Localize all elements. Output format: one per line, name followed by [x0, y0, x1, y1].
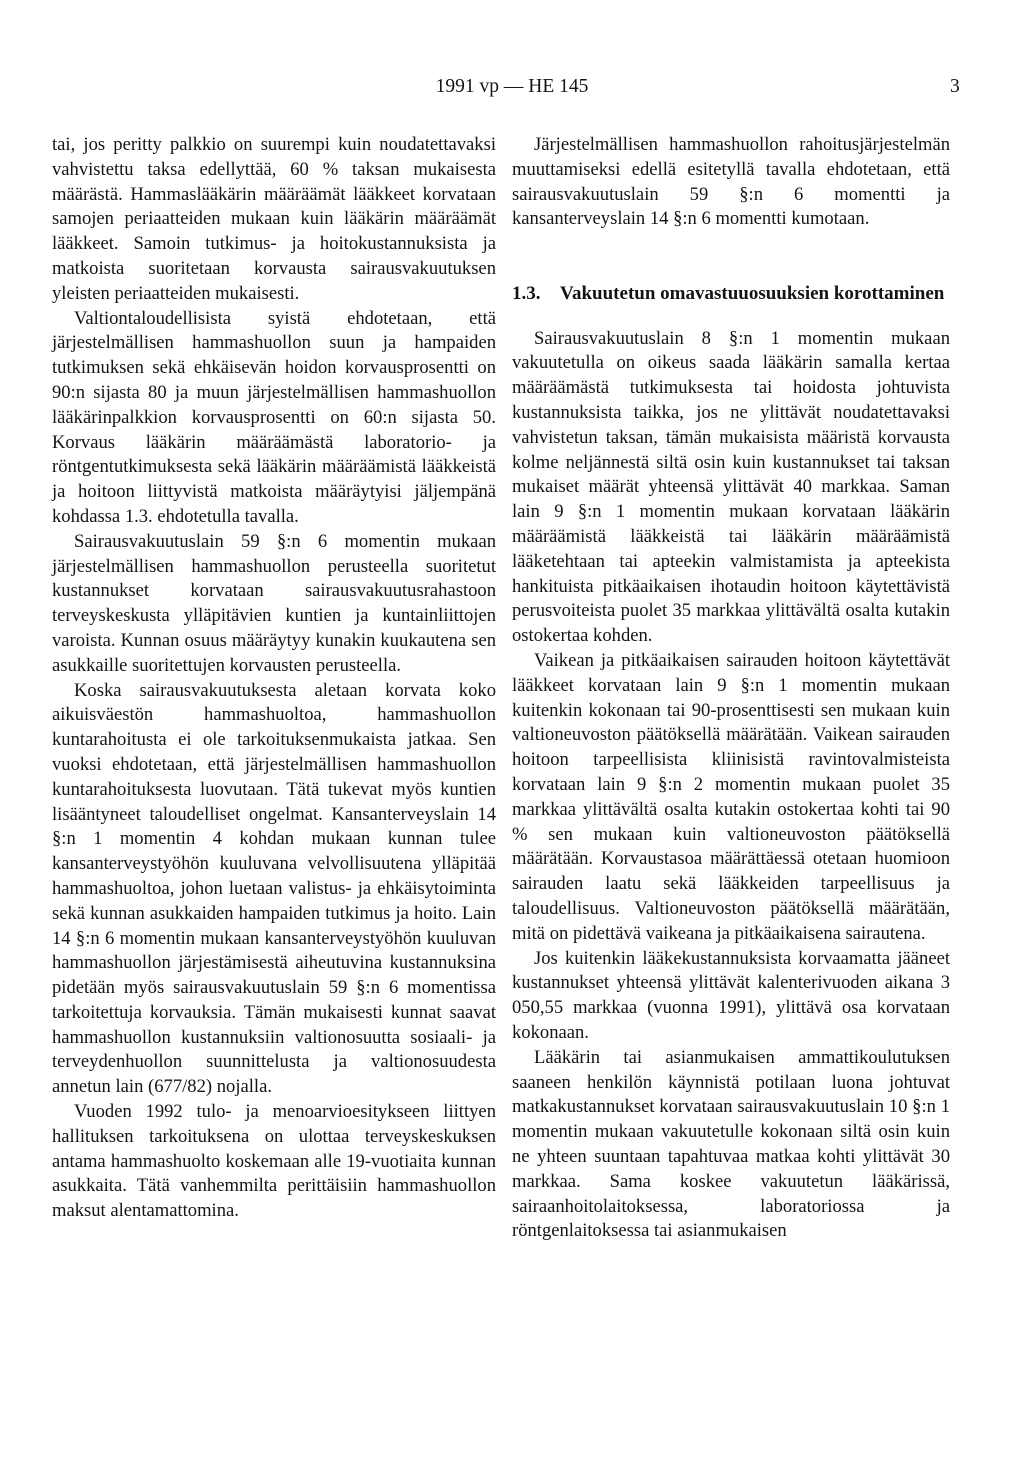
- paragraph: Valtiontaloudellisista syistä ehdotetaan, että järjestelmällisen hammashuollon suun ja hampaiden tutkimuksen sekä ehkäisevän hoidon korvausprosentti on 90:n sijasta 80 ja muun järjestelmällisen hammashuollon lääkärinpalkkion korvausprosentti on 60:n sijasta 50. Korvaus lääkärin määräämästä laboratorio- ja röntgentutkimuksesta sekä lääkärin määräämistä lääkkeistä ja hoitoon liittyvistä matkoista määräytyisi jäljempänä kohdassa 1.3. ehdotetulla tavalla.: [52, 307, 496, 527]
- running-title: 1991 vp — HE 145: [435, 76, 589, 97]
- paragraph: Koska sairausvakuutuksesta aletaan korvata koko aikuisväestön hammashuoltoa, hammashuollon kuntarahoitusta ei ole tarkoituksenmukaista jatkaa. Sen vuoksi ehdotetaan, että järjestelmällisen hammashuollon kuntarahoituksesta luovutaan. Tätä tukevat myös kuntien lisääntyneet taloudelliset ongelmat. Kansanterveyslain 14 §:n 1 momentin 4 kohdan mukaan kunnan tulee kansanterveystyöhön kuuluvana velvollisuutena ylläpitää hammashuoltoa, johon luetaan valistus- ja ehkäisytoiminta sekä kunnan asukkaiden hampaiden tutkimus ja hoito. Lain 14 §:n 6 momentin mukaan kansanterveystyöhön kuuluvan hammashuollon järjestämisestä aiheutuvina kustannuksina pidetään myös sairausvakuutuslain 59 §:n 6 momentissa tarkoitettuja korvauksia. Tämän mukaisesti kunnat saavat hammashuollon kustannuksiin valtionosuutta sosiaali- ja terveydenhuollon suunnittelusta ja valtionosuudesta annetun lain (677/82) nojalla.: [52, 679, 496, 1098]
- paragraph: Vaikean ja pitkäaikaisen sairauden hoitoon käytettävät lääkkeet korvataan lain 9 §:n 1 momentin mukaan kuitenkin kokonaan tai 90-prosenttisesti sen mukaan kuin valtioneuvoston päätöksellä määrätään. Vaikean sairauden hoitoon tarpeellisista kliinisistä ravintovalmisteista korvataan lain 9 §:n 2 momentin mukaan puolet 35 markkaa ylittävältä osalta kutakin ostokertaa kohti tai 90 % sen mukaan kuin valtioneuvoston päätöksellä määrätään. Korvaustasoa määrättäessä otetaan huomioon sairauden laatu sekä lääkkeiden tarpeellisuus ja taloudellisuus. Valtioneuvoston päätöksellä määrätään, mitä on pidettävä vaikeana ja pitkäaikaisena sairautena.: [512, 650, 950, 944]
- page-number: 3: [950, 76, 960, 97]
- paragraph: Sairausvakuutuslain 8 §:n 1 momentin mukaan vakuutetulla on oikeus saada lääkärin samalla kertaa määräämästä tutkimuksesta tai hoidosta johtuvista kustannuksista taikka, jos ne ylittävät noudatettavaksi vahvistetun taksan, tämän mukaisista määristä korvausta kolme neljännestä siltä osin kuin kustannukset tai taksan mukaiset määrät yhteensä ylittävät 40 markkaa. Saman lain 9 §:n 1 momentin mukaan korvataan lääkärin määräämistä lääkkeistä tai lääkärin määräämistä lääketehtaan tai apteekin valmistamista ja apteekista hankituista pitkäaikaisen ihotaudin hoitoon käytettävistä perusvoiteista puolet 35 markkaa ylittävältä osalta kutakin ostokertaa kohden.: [512, 327, 950, 647]
- paragraph: Vuoden 1992 tulo- ja menoarvioesitykseen liittyen hallituksen tarkoituksena on ulottaa terveyskeskuksen antama hammashuolto koskemaan alle 19-vuotiaita kunnan asukkaita. Tätä vanhemmilta perittäisiin hammashuollon maksut alentamattomina.: [52, 1101, 496, 1222]
- paragraph: tai, jos peritty palkkio on suurempi kuin noudatettavaksi vahvistettu taksa edellyttää, 60 % taksan mukaisesta määrästä. Hammaslääkärin määräämät lääkkeet korvataan samojen periaatteiden mukaan kuin lääkärin määräämät lääkkeet. Samoin tutkimus- ja hoitokustannuksista ja matkoista suoritetaan korvausta sairausvakuutuksen yleisten periaatteiden mukaisesti.: [52, 134, 496, 304]
- section-heading: [512, 282, 950, 307]
- left-column: [52, 133, 496, 1224]
- paragraph: Sairausvakuutuslain 59 §:n 6 momentin mukaan järjestelmällisen hammashuollon perusteella suoritetut kustannukset korvataan sairausvakuutusrahastoon terveyskeskusta ylläpitävien kuntien ja kuntainliittojen varoista. Kunnan osuus määräytyy kunakin kuukautena sen asukkaille suoritettujen korvausten perusteella.: [52, 530, 496, 676]
- right-column: [512, 133, 950, 1244]
- paragraph: Lääkärin tai asianmukaisen ammattikoulutuksen saaneen henkilön käynnistä potilaan luona johtuvat matkakustannukset korvataan sairausvakuutuslain 10 §:n 1 momentin mukaan vakuutetulle kokonaan siltä osin kuin ne yhteen suuntaan tapahtuvaa matkaa kohti ylittävät 30 markkaa. Sama koskee vakuutetun lääkärissä, sairaanhoitolaitoksessa, laboratoriossa ja röntgenlaitoksessa tai asianmukaisen: [512, 1046, 950, 1242]
- paragraph: Jos kuitenkin lääkekustannuksista korvaamatta jääneet kustannukset yhteensä ylittävät kalenterivuoden aikana 3 050,55 markkaa (vuonna 1991), ylittävä osa korvataan kokonaan.: [512, 947, 950, 1043]
- page-header: [0, 76, 1024, 106]
- section-number: 1.3.: [512, 283, 541, 305]
- paragraph: Järjestelmällisen hammashuollon rahoitusjärjestelmän muuttamiseksi edellä esitetyllä tavalla ehdotetaan, että sairausvakuutuslain 59 §:n 6 momentti ja kansanterveyslain 14 §:n 6 momentti kumotaan.: [512, 134, 950, 230]
- section-title: Vakuutetun omavastuuosuuksien korottaminen: [560, 283, 945, 305]
